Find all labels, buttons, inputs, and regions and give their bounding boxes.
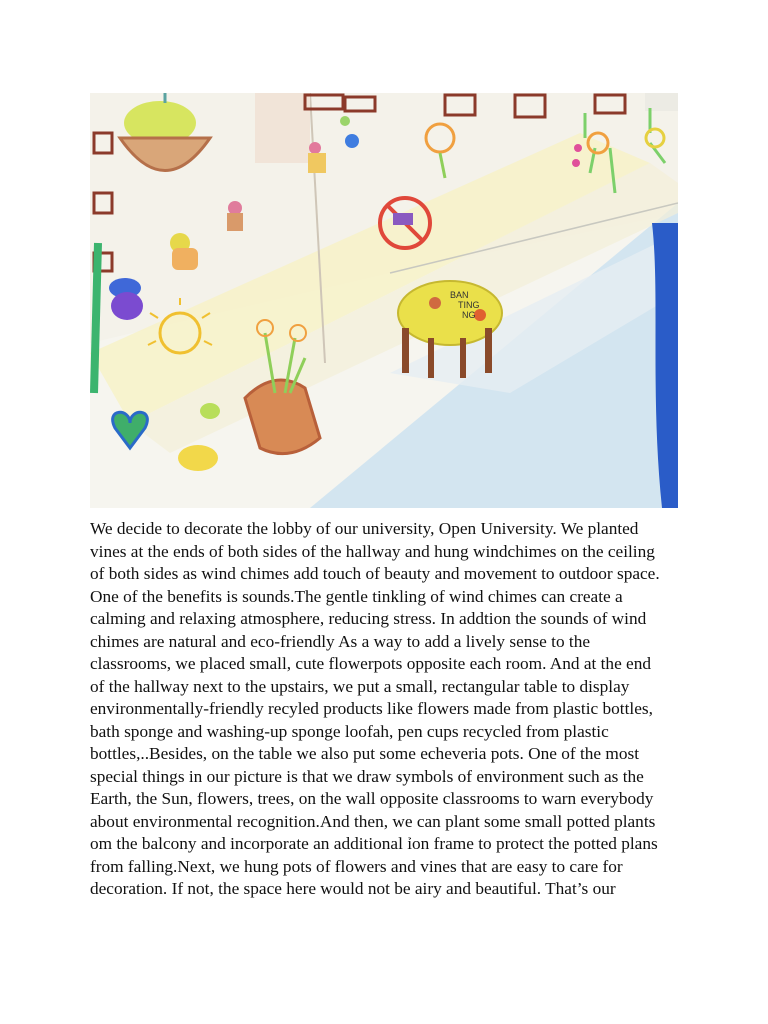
hallway-drawing-image [90, 93, 678, 508]
text-line: environmentally-friendly recyled products like flowers made from plastic bottles, [90, 699, 653, 718]
text-line: vines at the ends of both sides of the hallway and hung windchimes on the ceiling [90, 541, 655, 561]
text-line: om the balcony and incorporate an additional ỉon frame to protect the potted plans [90, 834, 658, 853]
svg-text:BAN: BAN [450, 290, 469, 300]
text-line: decoration. If not, the space here would not be airy and beautiful. That’s our [90, 879, 616, 898]
text-line: of both sides as wind chimes add touch of beauty and movement to outdoor space. [90, 564, 660, 583]
text-line: calming and relaxing atmosphere, reducing stress. In addtion the sounds of wind [90, 609, 647, 628]
text-line: bottles,..Besides, on the table we also put some echeveria pots. One of the most [90, 744, 640, 763]
text-line: special things in our picture is that we draw symbols of environment such as the [90, 766, 644, 786]
text-line: One of the benefits is sounds.The gentle tinkling of wind chimes can create a [90, 586, 623, 606]
text-line: about environmental recognition.And then, we can plant some small potted plants [90, 811, 656, 831]
text-line: Earth, the Sun, flowers, trees, on the wall opposite classrooms to warn everybody [90, 789, 654, 808]
svg-text:NG: NG [462, 310, 476, 320]
text-line: We decide to decorate the lobby of our university, Open University. We planted [90, 519, 639, 538]
svg-text:TING: TING [458, 300, 480, 310]
text-line: of the hallway next to the upstairs, we put a small, rectangular table to display [90, 676, 630, 696]
text-line: chimes are natural and eco-friendly As a way to add a lively sense to the [90, 631, 591, 651]
text-line: bath sponge and washing-up sponge loofah, pen cups recycled from plastic [90, 721, 609, 741]
text-line: from falling.Next, we hung pots of flowers and vines that are easy to care for [90, 856, 623, 876]
body-paragraph [90, 518, 680, 901]
text-line: classrooms, we placed small, cute flowerpots opposite each room. And at the end [90, 654, 652, 673]
